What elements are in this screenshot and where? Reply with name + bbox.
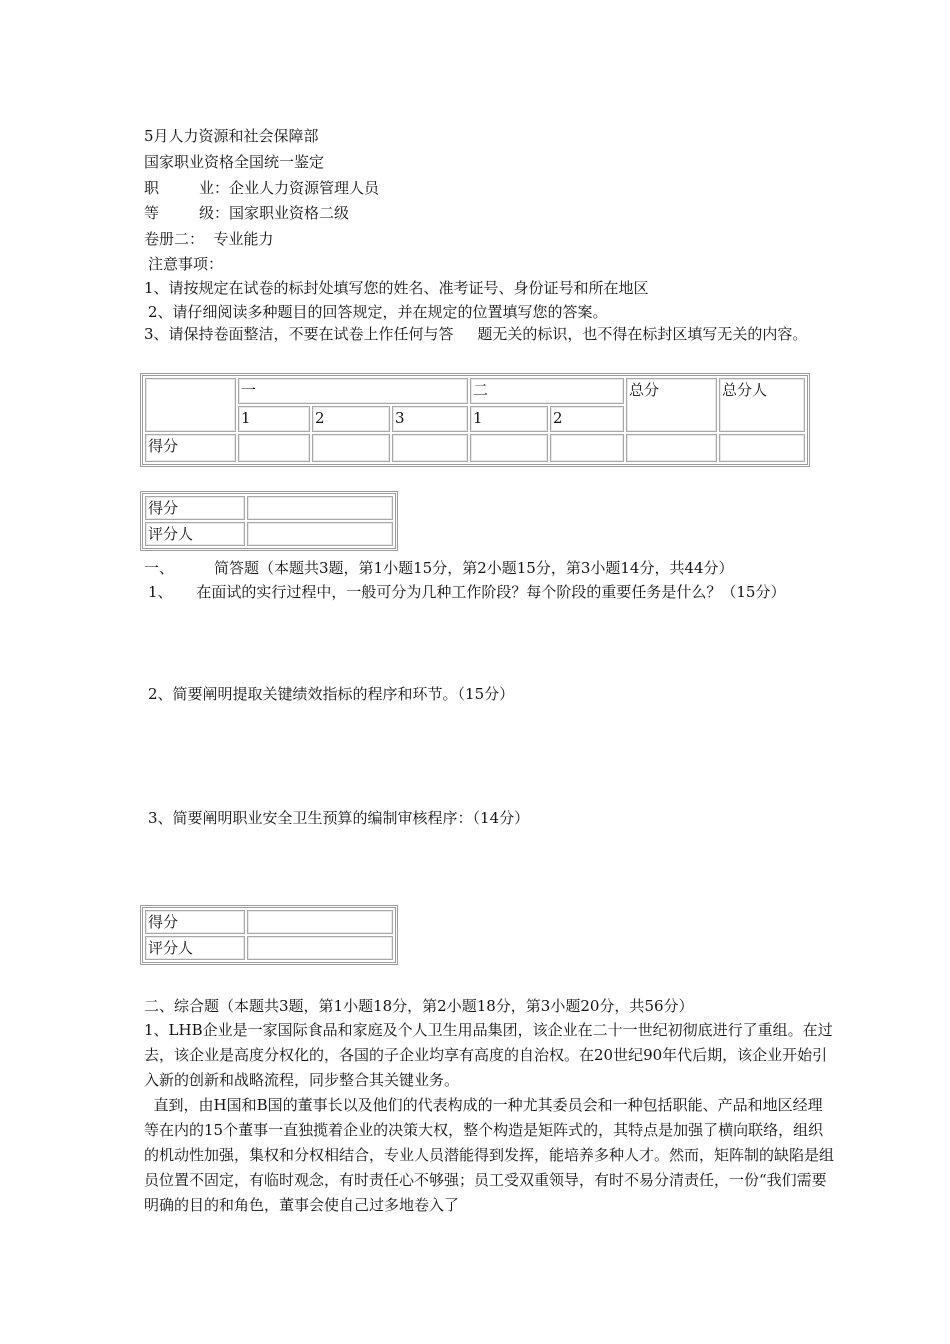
case-paragraph-2: 直到，由H国和B国的董事长以及他们的代表构成的一种尤其委员会和一种包括职能、产品和地区经理等在内的15个董事一直独揽着企业的决策大权，整个构造是矩阵式的，其特点是加强了横向联络，组织的机动性加强，集权和分权相结合，专业人员潜能得到发挥，能培养多种人才。然而，矩阵制的缺陷是组员位置不固定，有临时观念，有时责任心不够强；员工受双重领导，有时不易分清责任，一份“我们需要明确的目的和角色，董事会使自己过多地卷入了: [144, 1096, 835, 1214]
grader-box-1-score-label: 得分: [145, 496, 245, 520]
grader-box-2-score-cell: [247, 910, 393, 934]
score-cell: [392, 434, 468, 462]
score-cell: [470, 434, 548, 462]
header-line-2: 国家职业资格全国统一鉴定: [144, 153, 325, 171]
grader-box-2-grader-label: 评分人: [145, 936, 245, 960]
score-cell: [626, 434, 717, 462]
section-one-heading: [144, 558, 734, 578]
score-cell: [312, 434, 390, 462]
notice-item-3: 3、请保持卷面整洁，不要在试卷上作任何与答 题无关的标识，也不得在标封区填写无关的内容。: [144, 325, 808, 343]
grader-box-1: [140, 491, 398, 551]
case-paragraph-1: 1、LHB企业是一家国际食品和家庭及个人卫生用品集团，该企业在二十一世纪初彻底进行了重组。在过去，该企业是高度分权化的，各国的子企业均享有高度的自治权。在20世纪90年代后期，该企业开始引入新的创新和战略流程，同步整合其关键业务。: [144, 1021, 833, 1089]
grader-box-1-score-cell: [247, 496, 393, 520]
volume-line: 卷册二： 专业能力: [144, 230, 274, 248]
level-line: [144, 203, 349, 223]
score-cell: [719, 434, 805, 462]
occupation-value: 企业人力资源管理人员: [229, 179, 380, 197]
level-label-b: 级：: [199, 204, 230, 222]
grader-box-1-grader-cell: [247, 522, 393, 546]
notice-item-1: 1、请按规定在试卷的标封处填写您的姓名、准考证号、身份证号和所在地区: [144, 279, 649, 297]
question-2: 2、简要阐明提取关键绩效指标的程序和环节。（15分）: [148, 685, 515, 703]
score-table-sub-2-2: 2: [550, 406, 624, 432]
occupation-label-a: 职: [144, 179, 160, 197]
score-cell: [238, 434, 310, 462]
section-one-heading-text: 简答题（本题共3题，第1小题15分，第2小题15分，第3小题14分，共44分）: [214, 559, 734, 577]
grader-box-2: [140, 905, 398, 965]
score-table-sub-1-3: 3: [392, 406, 468, 432]
score-table-row-label: 得分: [145, 434, 236, 462]
level-label-a: 等: [144, 204, 160, 222]
score-table-sub-1-1: 1: [238, 406, 310, 432]
question-3: 3、简要阐明职业安全卫生预算的编制审核程序：（14分）: [148, 809, 530, 827]
level-value: 国家职业资格二级: [229, 204, 350, 222]
score-table-section-1: 一: [238, 378, 468, 404]
occupation-label-b: 业：: [199, 179, 230, 197]
question-1: 1、 在面试的实行过程中，一般可分为几种工作阶段？每个阶段的重要任务是什么？（15分）: [148, 583, 786, 601]
notice-title: 注意事项：: [148, 255, 224, 273]
score-table-grader: 总分人: [719, 378, 805, 432]
section-two-heading: 二、综合题（本题共3题，第1小题18分，第2小题18分，第3小题20分，共56分）: [144, 997, 694, 1015]
header-line-1: 5月人力资源和社会保障部: [144, 127, 319, 145]
occupation-line: [144, 178, 379, 198]
notice-item-2: 2、请仔细阅读多种题目的回答规定，并在规定的位置填写您的答案。: [148, 303, 608, 321]
grader-box-2-grader-cell: [247, 936, 393, 960]
section-one-heading-num: 一、: [144, 559, 175, 577]
grader-box-2-score-label: 得分: [145, 910, 245, 934]
score-cell: [550, 434, 624, 462]
score-table-corner: [145, 378, 236, 432]
score-table: [140, 373, 810, 467]
score-table-sub-1-2: 2: [312, 406, 390, 432]
score-table-sub-2-1: 1: [470, 406, 548, 432]
grader-box-1-grader-label: 评分人: [145, 522, 245, 546]
score-table-total: 总分: [626, 378, 717, 432]
score-table-section-2: 二: [470, 378, 624, 404]
